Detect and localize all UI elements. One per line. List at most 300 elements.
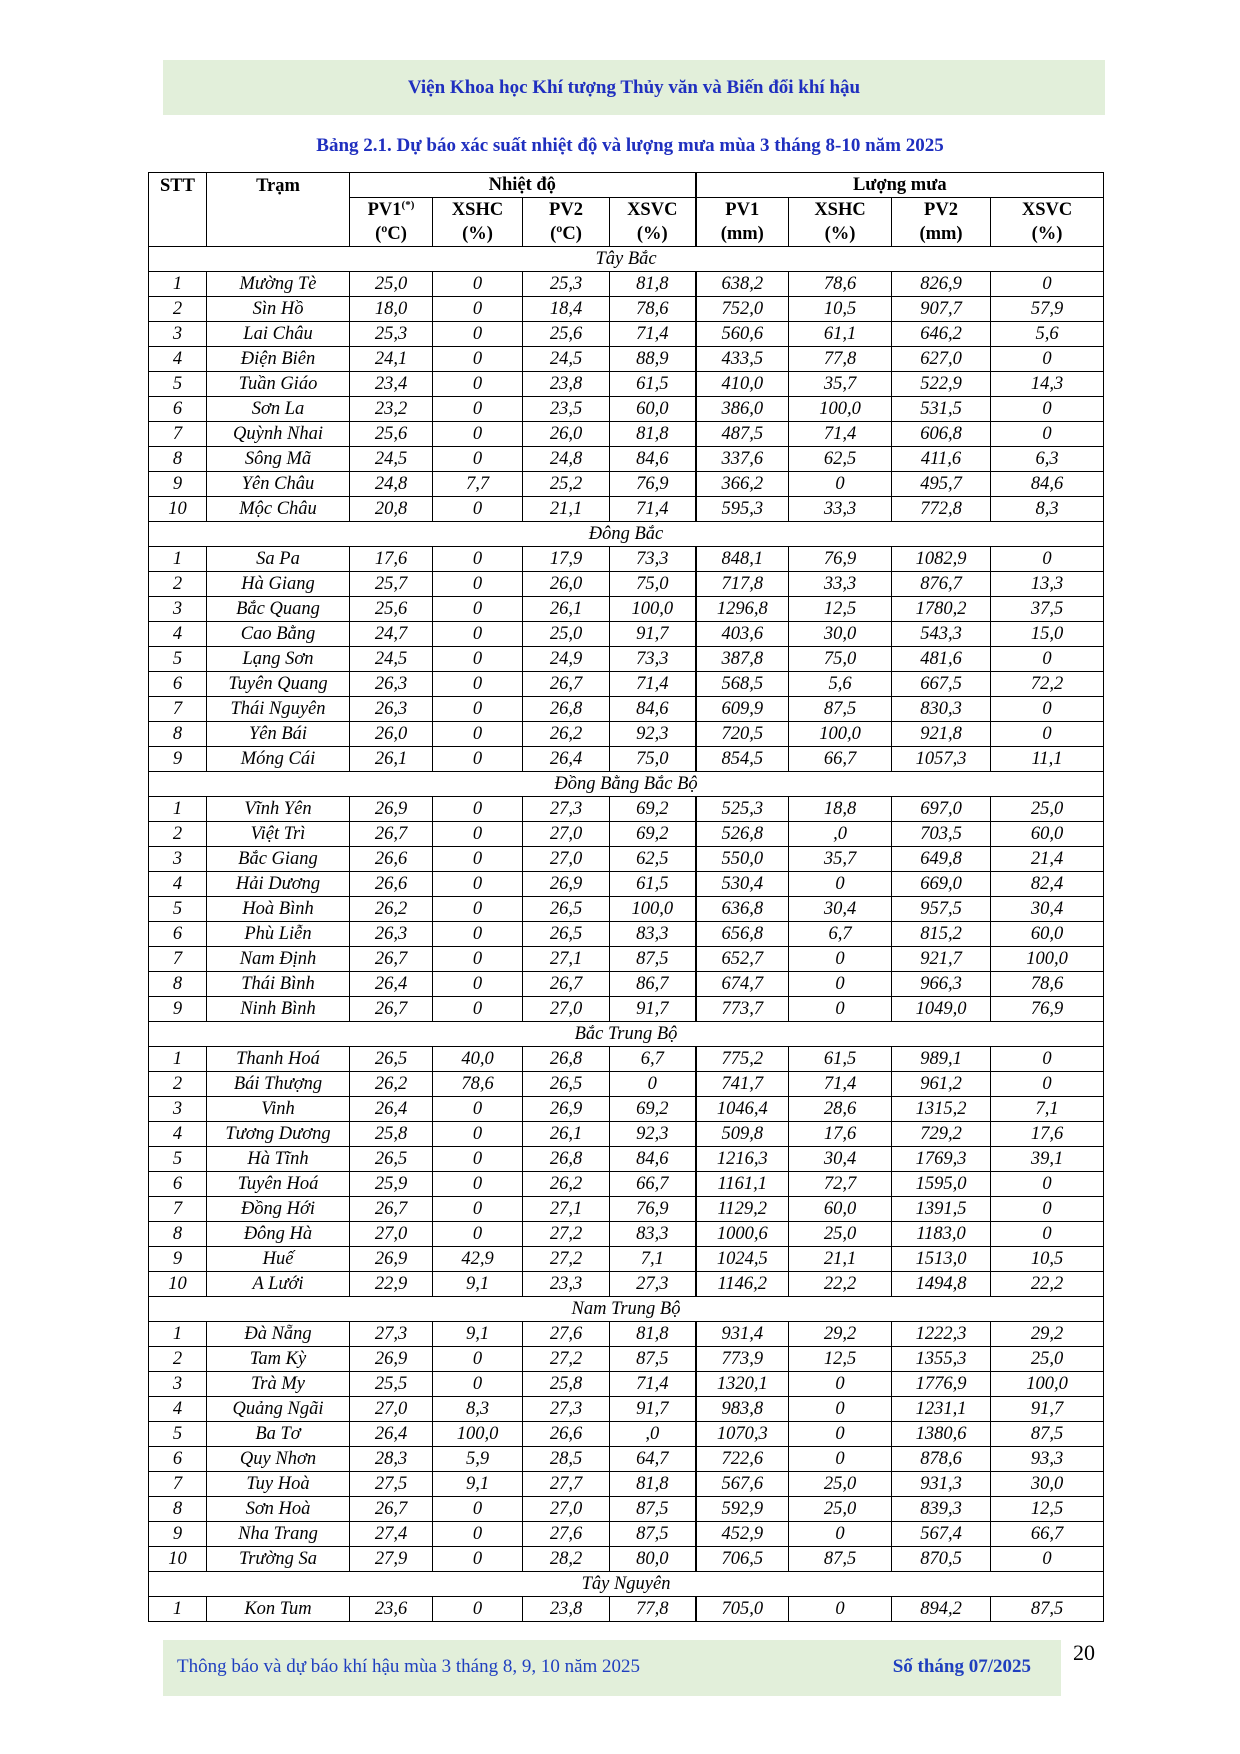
station-name: Bắc Quang: [207, 597, 350, 622]
row-index: 7: [149, 947, 207, 972]
table-row: [149, 1072, 1104, 1097]
value-cell: 30,4: [789, 1147, 892, 1172]
table-row: [149, 1347, 1104, 1372]
footer-bulletin-title: Thông báo và dự báo khí hậu mùa 3 tháng 8, 9, 10 năm 2025: [177, 1656, 641, 1677]
value-cell: 0: [433, 1172, 523, 1197]
value-cell: 870,5: [892, 1547, 991, 1572]
value-cell: 25,3: [523, 272, 610, 297]
station-name: Sa Pa: [207, 547, 350, 572]
value-cell: 17,6: [789, 1122, 892, 1147]
table-row: [149, 497, 1104, 522]
value-cell: 366,2: [696, 472, 789, 497]
value-cell: 26,2: [523, 722, 610, 747]
station-name: Đông Hà: [207, 1222, 350, 1247]
value-cell: 21,1: [523, 497, 610, 522]
value-cell: 76,9: [610, 472, 696, 497]
station-name: Lai Châu: [207, 322, 350, 347]
value-cell: 6,7: [789, 922, 892, 947]
value-cell: 0: [991, 1047, 1104, 1072]
value-cell: 703,5: [892, 822, 991, 847]
value-cell: 0: [789, 972, 892, 997]
value-cell: 26,2: [350, 1072, 433, 1097]
value-cell: 0: [433, 1097, 523, 1122]
table-title: Bảng 2.1. Dự báo xác suất nhiệt độ và lượng mưa mùa 3 tháng 8-10 năm 2025: [316, 135, 944, 156]
value-cell: 0: [991, 697, 1104, 722]
value-cell: 26,1: [523, 597, 610, 622]
value-cell: 775,2: [696, 1047, 789, 1072]
value-cell: 26,5: [350, 1147, 433, 1172]
value-cell: 78,6: [789, 272, 892, 297]
table-row: [149, 697, 1104, 722]
value-cell: 93,3: [991, 1447, 1104, 1472]
value-cell: 87,5: [610, 1347, 696, 1372]
value-cell: 646,2: [892, 322, 991, 347]
value-cell: 87,5: [610, 1522, 696, 1547]
value-cell: 26,4: [350, 1097, 433, 1122]
value-cell: 27,6: [523, 1322, 610, 1347]
value-cell: 0: [789, 1447, 892, 1472]
value-cell: 0: [433, 1497, 523, 1522]
value-cell: 27,5: [350, 1472, 433, 1497]
value-cell: 26,4: [523, 747, 610, 772]
value-cell: 17,9: [523, 547, 610, 572]
value-cell: 27,2: [523, 1247, 610, 1272]
header-temp-xshc: XSHC: [433, 198, 523, 223]
value-cell: 1595,0: [892, 1172, 991, 1197]
value-cell: 7,1: [610, 1247, 696, 1272]
footer-band: [163, 1640, 1061, 1696]
value-cell: 5,6: [991, 322, 1104, 347]
value-cell: 773,9: [696, 1347, 789, 1372]
value-cell: 84,6: [991, 472, 1104, 497]
value-cell: 87,5: [789, 697, 892, 722]
row-index: 8: [149, 1497, 207, 1522]
value-cell: 18,4: [523, 297, 610, 322]
station-name: Vĩnh Yên: [207, 797, 350, 822]
value-cell: 23,4: [350, 372, 433, 397]
value-cell: 752,0: [696, 297, 789, 322]
value-cell: 26,5: [350, 1047, 433, 1072]
value-cell: 75,0: [610, 572, 696, 597]
row-index: 1: [149, 547, 207, 572]
value-cell: 82,4: [991, 872, 1104, 897]
value-cell: 894,2: [892, 1597, 991, 1622]
value-cell: 26,1: [523, 1122, 610, 1147]
region-name: Đồng Bằng Bắc Bộ: [149, 772, 1104, 797]
row-index: 8: [149, 722, 207, 747]
value-cell: 0: [433, 922, 523, 947]
value-cell: 931,3: [892, 1472, 991, 1497]
value-cell: 592,9: [696, 1497, 789, 1522]
header-station: Trạm: [207, 173, 350, 247]
value-cell: 26,2: [350, 897, 433, 922]
value-cell: 88,9: [610, 347, 696, 372]
station-name: Sông Mã: [207, 447, 350, 472]
station-name: Huế: [207, 1247, 350, 1272]
row-index: 4: [149, 622, 207, 647]
value-cell: 78,6: [991, 972, 1104, 997]
value-cell: 21,1: [789, 1247, 892, 1272]
table-row: [149, 1197, 1104, 1222]
value-cell: 0: [433, 847, 523, 872]
table-row: [149, 1147, 1104, 1172]
region-name: Tây Bắc: [149, 247, 1104, 272]
header-temperature: Nhiệt độ: [350, 173, 696, 198]
value-cell: 9,1: [433, 1272, 523, 1297]
station-name: Yên Bái: [207, 722, 350, 747]
value-cell: 337,6: [696, 447, 789, 472]
row-index: 4: [149, 347, 207, 372]
table-row: [149, 997, 1104, 1022]
table-row: [149, 797, 1104, 822]
value-cell: 27,1: [523, 1197, 610, 1222]
value-cell: 25,0: [991, 1347, 1104, 1372]
header-rainfall: Lượng mưa: [696, 173, 1104, 198]
row-index: 5: [149, 1422, 207, 1447]
value-cell: 410,0: [696, 372, 789, 397]
value-cell: 18,0: [350, 297, 433, 322]
value-cell: 30,0: [789, 622, 892, 647]
row-index: 10: [149, 1272, 207, 1297]
table-row: [149, 1097, 1104, 1122]
station-name: Sìn Hồ: [207, 297, 350, 322]
value-cell: 1129,2: [696, 1197, 789, 1222]
row-index: 2: [149, 1347, 207, 1372]
value-cell: 87,5: [991, 1597, 1104, 1622]
table-row: [149, 1397, 1104, 1422]
value-cell: 57,9: [991, 297, 1104, 322]
region-name: Tây Nguyên: [149, 1572, 1104, 1597]
value-cell: 100,0: [610, 897, 696, 922]
value-cell: 9,1: [433, 1472, 523, 1497]
value-cell: 0: [991, 722, 1104, 747]
forecast-table: [148, 172, 1104, 1622]
value-cell: 25,0: [789, 1472, 892, 1497]
value-cell: 27,1: [523, 947, 610, 972]
value-cell: 530,4: [696, 872, 789, 897]
value-cell: 22,2: [789, 1272, 892, 1297]
station-name: Trà My: [207, 1372, 350, 1397]
table-row: [149, 1447, 1104, 1472]
header-temp-xsvc: XSVC: [610, 198, 696, 223]
value-cell: 30,0: [991, 1472, 1104, 1497]
station-name: Thái Bình: [207, 972, 350, 997]
value-cell: 26,6: [523, 1422, 610, 1447]
value-cell: 0: [789, 1372, 892, 1397]
header-rain-xsvc: XSVC: [991, 198, 1104, 223]
value-cell: 83,3: [610, 922, 696, 947]
value-cell: 403,6: [696, 622, 789, 647]
value-cell: 25,8: [523, 1372, 610, 1397]
value-cell: 12,5: [991, 1497, 1104, 1522]
station-name: Hoà Bình: [207, 897, 350, 922]
table-row: [149, 572, 1104, 597]
value-cell: 826,9: [892, 272, 991, 297]
station-name: Bắc Giang: [207, 847, 350, 872]
station-name: Tuyên Hoá: [207, 1172, 350, 1197]
row-index: 1: [149, 272, 207, 297]
value-cell: 35,7: [789, 372, 892, 397]
value-cell: 69,2: [610, 822, 696, 847]
value-cell: 26,8: [523, 1047, 610, 1072]
table-row: [149, 647, 1104, 672]
table-row: [149, 347, 1104, 372]
row-index: 6: [149, 1447, 207, 1472]
station-name: Đồng Hới: [207, 1197, 350, 1222]
value-cell: 1000,6: [696, 1222, 789, 1247]
value-cell: 0: [789, 1422, 892, 1447]
value-cell: 9,1: [433, 1322, 523, 1347]
row-index: 1: [149, 1047, 207, 1072]
header-band: [163, 60, 1105, 115]
table-row: [149, 1047, 1104, 1072]
value-cell: 35,7: [789, 847, 892, 872]
value-cell: 26,7: [523, 672, 610, 697]
value-cell: 0: [433, 797, 523, 822]
row-index: 3: [149, 597, 207, 622]
value-cell: 100,0: [610, 597, 696, 622]
value-cell: 73,3: [610, 647, 696, 672]
value-cell: 33,3: [789, 572, 892, 597]
value-cell: 26,7: [523, 972, 610, 997]
value-cell: 1046,4: [696, 1097, 789, 1122]
value-cell: 8,3: [991, 497, 1104, 522]
value-cell: 91,7: [610, 622, 696, 647]
value-cell: 839,3: [892, 1497, 991, 1522]
value-cell: 6,3: [991, 447, 1104, 472]
value-cell: 0: [991, 1222, 1104, 1247]
value-cell: 28,6: [789, 1097, 892, 1122]
value-cell: 567,4: [892, 1522, 991, 1547]
value-cell: 91,7: [991, 1397, 1104, 1422]
value-cell: 0: [433, 372, 523, 397]
value-cell: 26,8: [523, 1147, 610, 1172]
value-cell: 0: [433, 422, 523, 447]
value-cell: 720,5: [696, 722, 789, 747]
value-cell: 27,0: [350, 1397, 433, 1422]
value-cell: 84,6: [610, 1147, 696, 1172]
value-cell: 741,7: [696, 1072, 789, 1097]
value-cell: 27,2: [523, 1347, 610, 1372]
value-cell: 411,6: [892, 447, 991, 472]
value-cell: 24,5: [350, 447, 433, 472]
table-row: [149, 922, 1104, 947]
unit-rain-xsvc: (%): [991, 222, 1104, 247]
value-cell: 87,5: [991, 1422, 1104, 1447]
table-body: [149, 247, 1104, 1622]
value-cell: 92,3: [610, 1122, 696, 1147]
value-cell: 27,0: [350, 1222, 433, 1247]
value-cell: 25,6: [350, 597, 433, 622]
value-cell: 0: [433, 722, 523, 747]
value-cell: 22,2: [991, 1272, 1104, 1297]
table-row: [149, 822, 1104, 847]
value-cell: 72,7: [789, 1172, 892, 1197]
value-cell: 24,5: [350, 647, 433, 672]
value-cell: 87,5: [789, 1547, 892, 1572]
table-row: [149, 1372, 1104, 1397]
value-cell: 1183,0: [892, 1222, 991, 1247]
table-row: [149, 1272, 1104, 1297]
value-cell: 76,9: [610, 1197, 696, 1222]
value-cell: 8,3: [433, 1397, 523, 1422]
row-index: 3: [149, 1097, 207, 1122]
value-cell: 452,9: [696, 1522, 789, 1547]
row-index: 5: [149, 1147, 207, 1172]
row-index: 6: [149, 672, 207, 697]
value-cell: 77,8: [610, 1597, 696, 1622]
station-name: Hà Giang: [207, 572, 350, 597]
value-cell: 649,8: [892, 847, 991, 872]
station-name: Kon Tum: [207, 1597, 350, 1622]
value-cell: 18,8: [789, 797, 892, 822]
value-cell: 0: [433, 397, 523, 422]
value-cell: 638,2: [696, 272, 789, 297]
value-cell: 0: [991, 1172, 1104, 1197]
value-cell: 78,6: [433, 1072, 523, 1097]
value-cell: 26,7: [350, 947, 433, 972]
value-cell: 525,3: [696, 797, 789, 822]
row-index: 5: [149, 372, 207, 397]
value-cell: 100,0: [433, 1422, 523, 1447]
value-cell: 72,2: [991, 672, 1104, 697]
value-cell: 71,4: [789, 1072, 892, 1097]
row-index: 6: [149, 397, 207, 422]
value-cell: 60,0: [991, 922, 1104, 947]
table-row: [149, 597, 1104, 622]
value-cell: 24,5: [523, 347, 610, 372]
value-cell: 81,8: [610, 1322, 696, 1347]
station-name: Hà Tĩnh: [207, 1147, 350, 1172]
table-row: [149, 547, 1104, 572]
table-row: [149, 872, 1104, 897]
station-name: Mường Tè: [207, 272, 350, 297]
value-cell: 10,5: [789, 297, 892, 322]
value-cell: 0: [433, 997, 523, 1022]
value-cell: 27,0: [523, 1497, 610, 1522]
header-temp-pv2: PV2: [523, 198, 610, 223]
value-cell: 0: [610, 1072, 696, 1097]
row-index: 10: [149, 1547, 207, 1572]
value-cell: 91,7: [610, 997, 696, 1022]
table-row: [149, 472, 1104, 497]
value-cell: 30,4: [991, 897, 1104, 922]
value-cell: 25,9: [350, 1172, 433, 1197]
value-cell: 27,0: [523, 847, 610, 872]
value-cell: 989,1: [892, 1047, 991, 1072]
table-row: [149, 297, 1104, 322]
value-cell: 1222,3: [892, 1322, 991, 1347]
unit-temp-pv2: (ºC): [523, 222, 610, 247]
table-row: [149, 1322, 1104, 1347]
row-index: 9: [149, 747, 207, 772]
value-cell: 706,5: [696, 1547, 789, 1572]
value-cell: 24,7: [350, 622, 433, 647]
table-row: [149, 1497, 1104, 1522]
value-cell: 0: [433, 1372, 523, 1397]
value-cell: 907,7: [892, 297, 991, 322]
value-cell: 0: [991, 422, 1104, 447]
value-cell: 531,5: [892, 397, 991, 422]
value-cell: 0: [433, 672, 523, 697]
value-cell: 26,0: [350, 722, 433, 747]
value-cell: 1380,6: [892, 1422, 991, 1447]
value-cell: 28,3: [350, 1447, 433, 1472]
header-temp-pv1: PV1(*): [350, 198, 433, 223]
value-cell: 0: [433, 1197, 523, 1222]
value-cell: 0: [433, 897, 523, 922]
value-cell: 0: [433, 572, 523, 597]
value-cell: 669,0: [892, 872, 991, 897]
table-row: [149, 1472, 1104, 1497]
value-cell: 91,7: [610, 1397, 696, 1422]
value-cell: 26,2: [523, 1172, 610, 1197]
value-cell: 27,2: [523, 1222, 610, 1247]
value-cell: 26,9: [350, 1347, 433, 1372]
value-cell: 5,9: [433, 1447, 523, 1472]
value-cell: 71,4: [610, 672, 696, 697]
value-cell: 0: [433, 447, 523, 472]
value-cell: 0: [789, 1597, 892, 1622]
value-cell: 876,7: [892, 572, 991, 597]
value-cell: 656,8: [696, 922, 789, 947]
value-cell: 1161,1: [696, 1172, 789, 1197]
value-cell: 11,1: [991, 747, 1104, 772]
value-cell: 42,9: [433, 1247, 523, 1272]
value-cell: 1082,9: [892, 547, 991, 572]
value-cell: 76,9: [991, 997, 1104, 1022]
value-cell: 0: [991, 647, 1104, 672]
region-row: [149, 1572, 1104, 1597]
value-cell: 40,0: [433, 1047, 523, 1072]
header-rain-pv2: PV2: [892, 198, 991, 223]
region-row: [149, 247, 1104, 272]
value-cell: 20,8: [350, 497, 433, 522]
value-cell: 957,5: [892, 897, 991, 922]
row-index: 1: [149, 1322, 207, 1347]
station-name: Nha Trang: [207, 1522, 350, 1547]
row-index: 7: [149, 1197, 207, 1222]
value-cell: 75,0: [789, 647, 892, 672]
region-row: [149, 772, 1104, 797]
station-name: Hải Dương: [207, 872, 350, 897]
row-index: 9: [149, 997, 207, 1022]
value-cell: 27,0: [523, 997, 610, 1022]
value-cell: 27,9: [350, 1547, 433, 1572]
value-cell: 1024,5: [696, 1247, 789, 1272]
value-cell: 39,1: [991, 1147, 1104, 1172]
value-cell: 509,8: [696, 1122, 789, 1147]
value-cell: 1769,3: [892, 1147, 991, 1172]
value-cell: 80,0: [610, 1547, 696, 1572]
value-cell: 28,5: [523, 1447, 610, 1472]
station-name: Tuyên Quang: [207, 672, 350, 697]
value-cell: 60,0: [991, 822, 1104, 847]
value-cell: 848,1: [696, 547, 789, 572]
value-cell: 61,5: [789, 1047, 892, 1072]
value-cell: 1320,1: [696, 1372, 789, 1397]
value-cell: 0: [433, 597, 523, 622]
value-cell: 0: [433, 947, 523, 972]
value-cell: 69,2: [610, 797, 696, 822]
value-cell: 71,4: [610, 322, 696, 347]
value-cell: 26,0: [523, 422, 610, 447]
value-cell: 878,6: [892, 1447, 991, 1472]
row-index: 9: [149, 472, 207, 497]
row-index: 7: [149, 422, 207, 447]
row-index: 10: [149, 497, 207, 522]
value-cell: 0: [433, 1222, 523, 1247]
